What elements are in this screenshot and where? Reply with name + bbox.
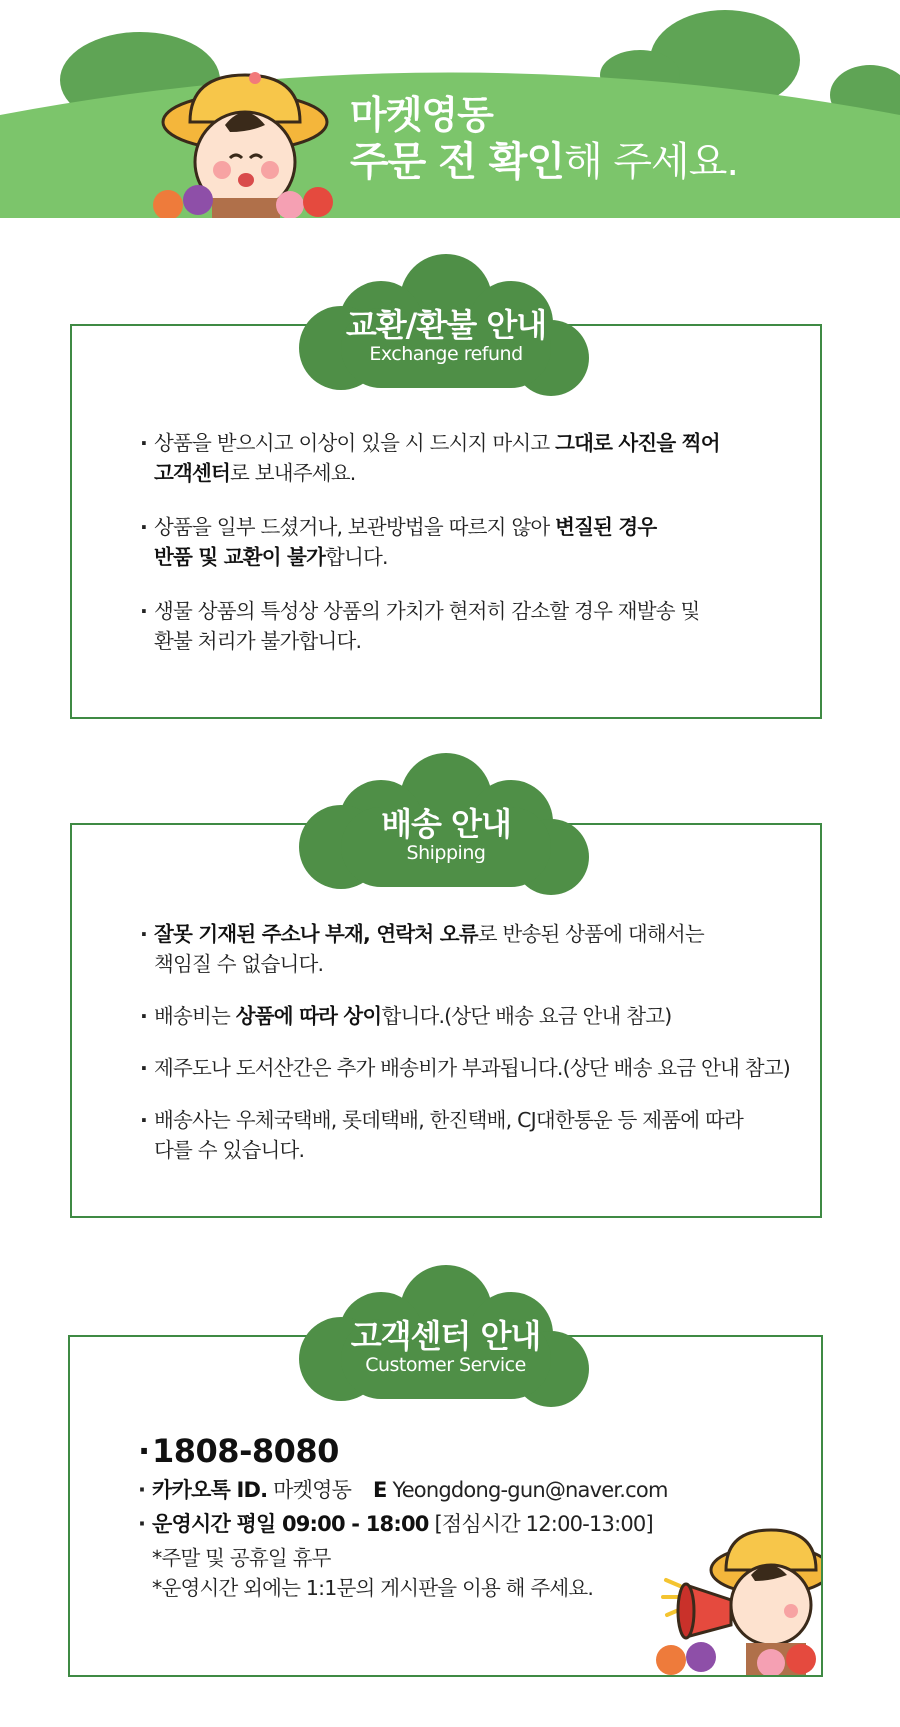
holiday-note: *주말 및 공휴일 휴무 <box>152 1546 331 1570</box>
email-address[interactable]: Yeongdong-gun@naver.com <box>392 1478 668 1502</box>
exchange-list <box>140 428 790 656</box>
hero-title <box>350 92 738 187</box>
hero-title-rest: 해 주세요. <box>564 139 739 186</box>
list-item: · 배송비는 상품에 따라 상이합니다.(상단 배송 요금 안내 참고) <box>140 1001 790 1031</box>
hero-title-line1: 마켓영동 <box>350 93 493 137</box>
exchange-subtitle: Exchange refund <box>369 343 523 365</box>
customer-section <box>68 1317 823 1677</box>
exchange-title: 교환/환불 안내 <box>345 306 547 344</box>
phone-number[interactable]: · 1808-8080 <box>138 1429 791 1473</box>
hero-title-line2 <box>350 138 738 187</box>
shipping-title: 배송 안내 <box>381 805 511 843</box>
list-item: · 생물 상품의 특성상 상품의 가치가 현저히 감소할 경우 재발송 및 환불 처리가 불가합니다. <box>140 596 790 656</box>
hero-title-bold: 주문 전 확인 <box>350 139 565 186</box>
hours-label: 운영시간 평일 09:00 - 18:00 <box>152 1512 429 1536</box>
shipping-list <box>140 919 790 1165</box>
farmer-mascot-illustration <box>150 70 340 218</box>
hero-header <box>0 0 900 218</box>
kakao-id: 마켓영동 <box>273 1478 352 1502</box>
email-label: E <box>373 1478 387 1502</box>
customer-badge <box>286 1259 606 1409</box>
shipping-subtitle: Shipping <box>406 842 486 864</box>
list-item: · 상품을 받으시고 이상이 있을 시 드시지 마시고 그대로 사진을 찍어 고객센터로 보내주세요. <box>140 428 790 488</box>
shipping-badge <box>286 747 606 897</box>
shipping-section <box>70 805 822 1218</box>
kakao-label: 카카오톡 ID. <box>152 1478 268 1502</box>
exchange-section <box>70 306 822 719</box>
exchange-badge <box>286 248 606 398</box>
list-item: · 배송사는 우체국택배, 롯데택배, 한진택배, CJ대한통운 등 제품에 따라 다를 수 있습니다. <box>140 1105 790 1165</box>
after-hours-note: *운영시간 외에는 1:1문의 게시판을 이용 해 주세요. <box>152 1576 594 1600</box>
list-item: · 잘못 기재된 주소나 부재, 연락처 오류로 반송된 상품에 대해서는 책임질 수 없습니다. <box>140 919 790 979</box>
customer-title: 고객센터 안내 <box>350 1317 541 1355</box>
megaphone-mascot-illustration <box>651 1525 821 1675</box>
list-item: · 상품을 일부 드셨거나, 보관방법을 따르지 않아 변질된 경우 반품 및 교환이 불가합니다. <box>140 512 790 572</box>
customer-subtitle: Customer Service <box>365 1354 526 1376</box>
lunch-hours: [점심시간 12:00-13:00] <box>434 1512 653 1536</box>
list-item: · 제주도나 도서산간은 추가 배송비가 부과됩니다.(상단 배송 요금 안내 참고) <box>140 1053 790 1083</box>
kakao-email-row <box>138 1473 791 1507</box>
